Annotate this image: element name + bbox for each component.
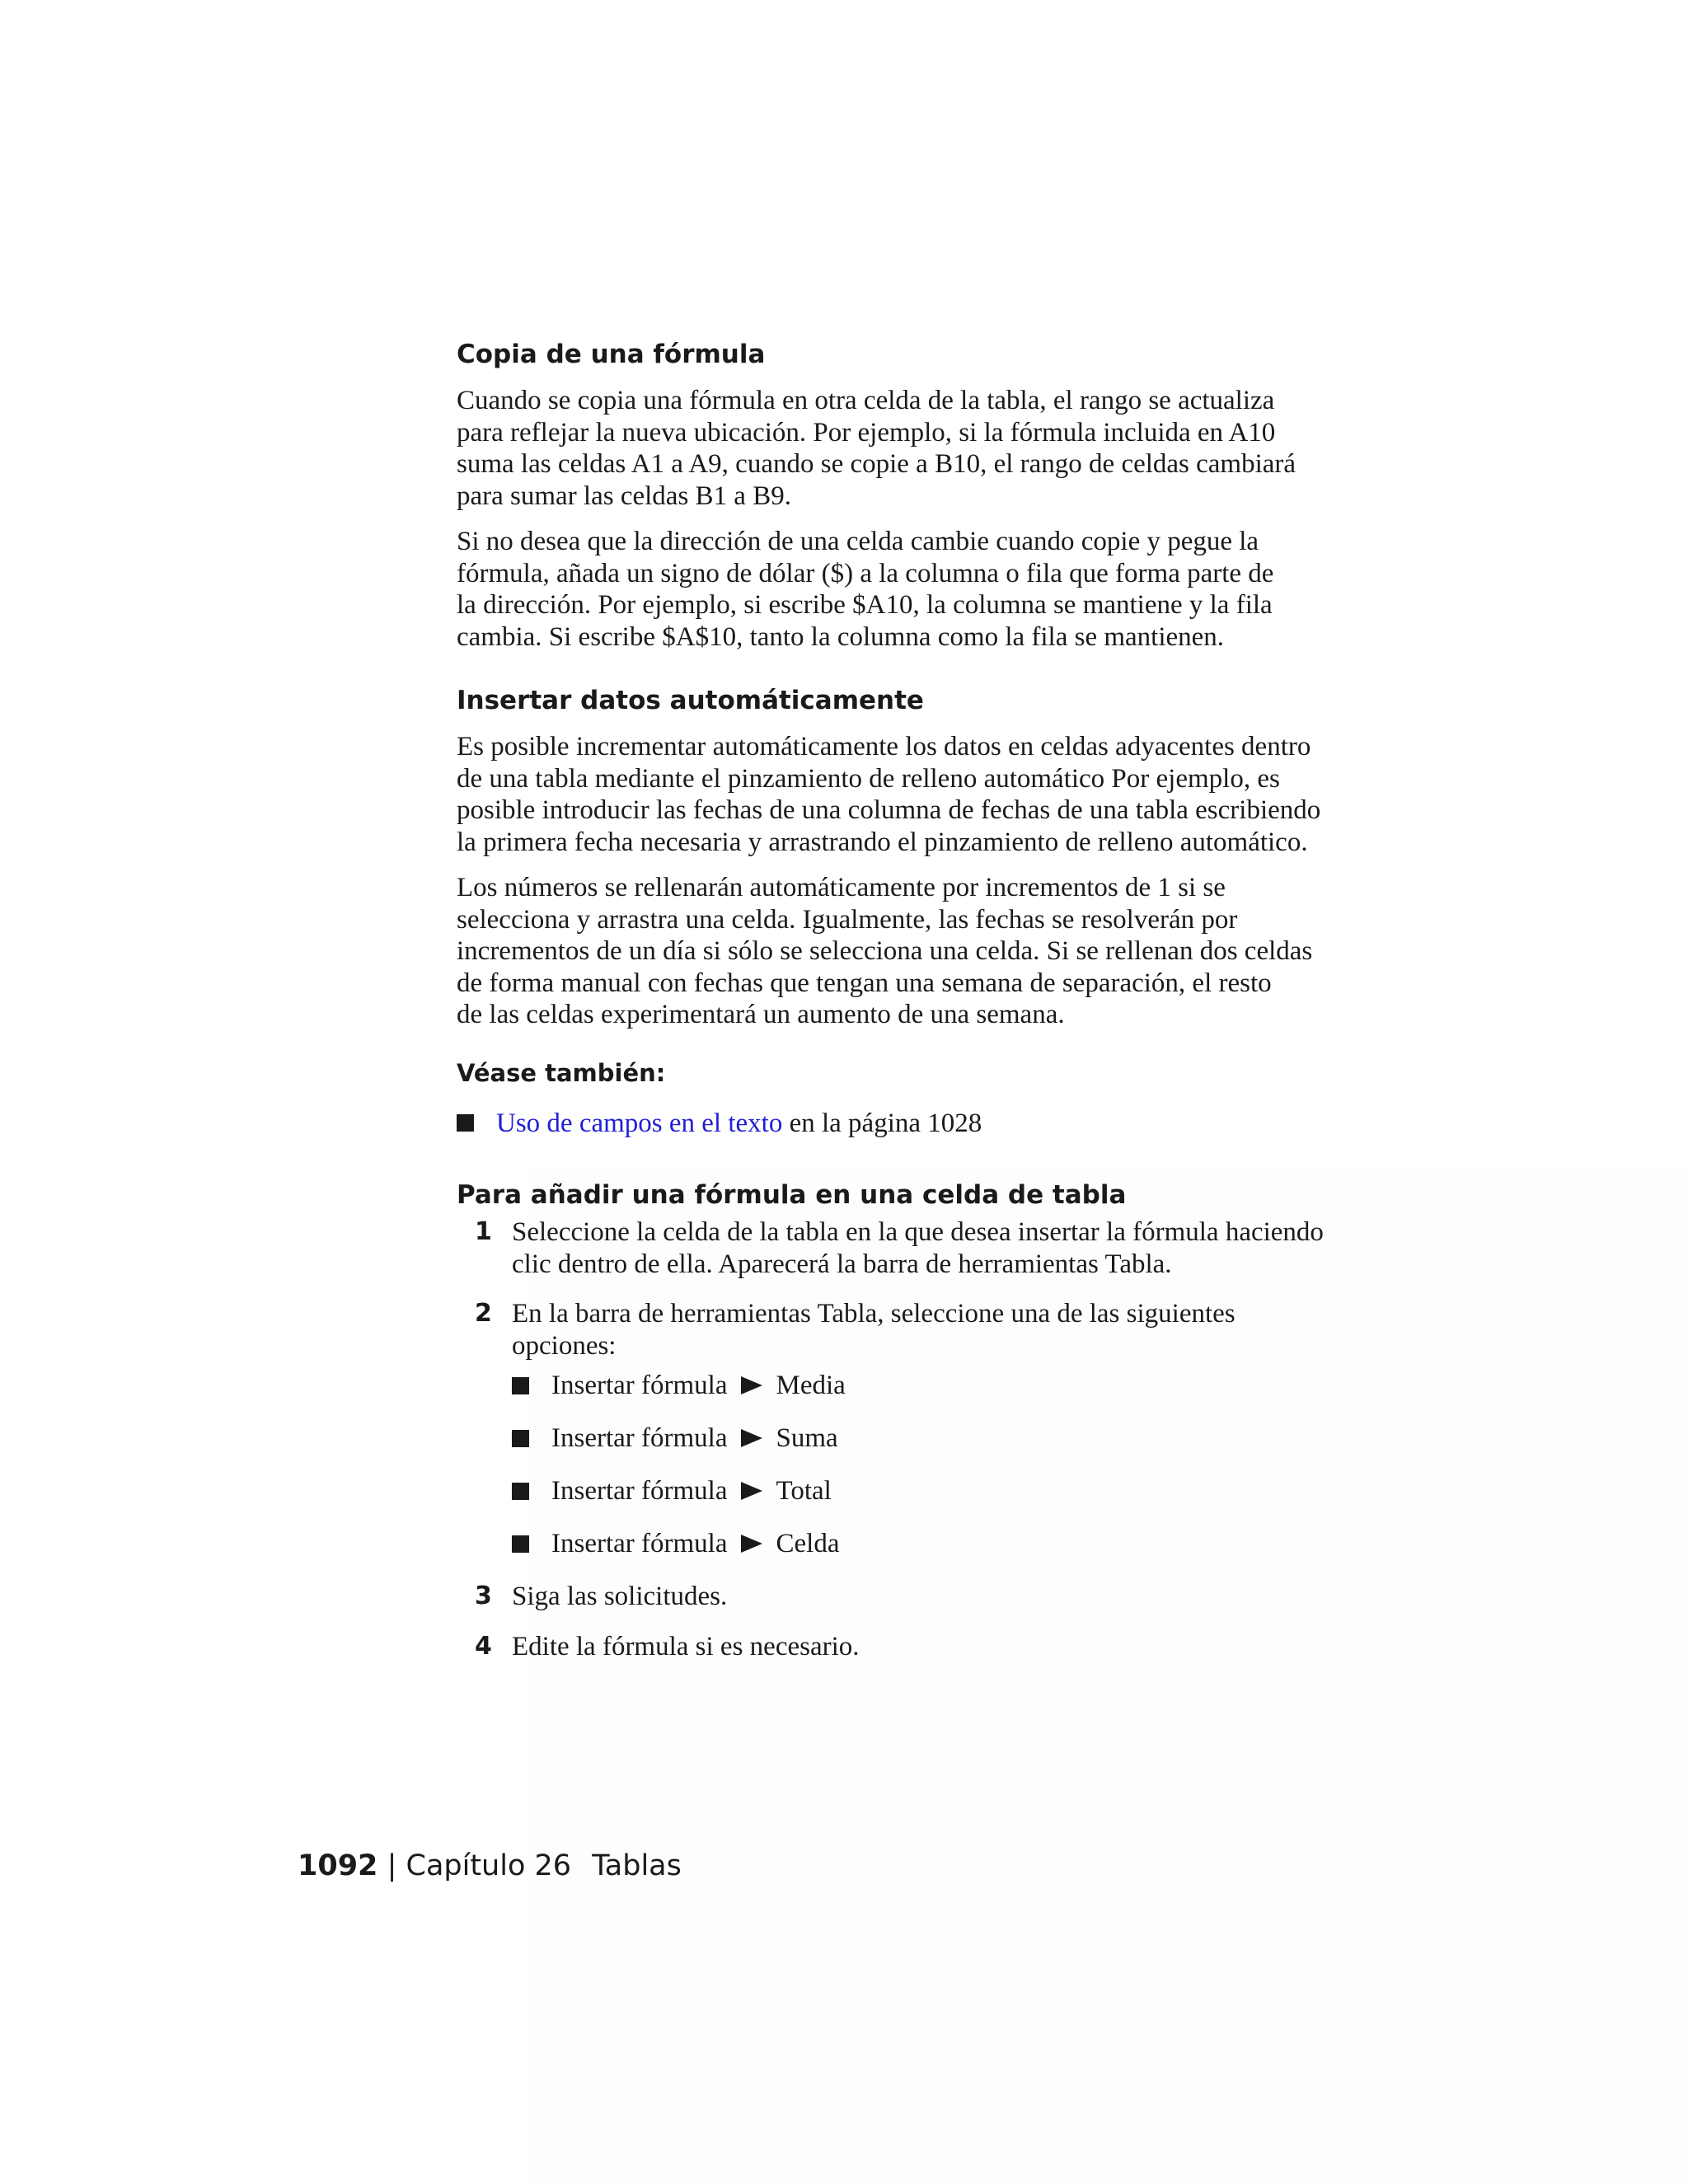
text-line: para reflejar la nueva ubicación. Por ejemplo, si la fórmula incluida en A10 (457, 417, 1276, 448)
arrow-right-icon (741, 1482, 762, 1500)
arrow-right-icon (741, 1376, 762, 1394)
arrow-right-icon (741, 1535, 762, 1553)
option-menu: Insertar fórmula (551, 1528, 728, 1558)
text-line: En la barra de herramientas Tabla, seleccione una de las siguientes (512, 1299, 1236, 1329)
page-footer (298, 1848, 682, 1884)
text-line: de una tabla mediante el pinzamiento de relleno automático Por ejemplo, es (457, 763, 1280, 794)
paragraph-insertar-1 (457, 731, 1355, 858)
text-line: suma las celdas A1 a A9, cuando se copie a B10, el rango de celdas cambiará (457, 449, 1296, 479)
option-item (512, 1370, 1355, 1401)
text-line: de las celdas experimentará un aumento de una semana. (457, 1000, 1065, 1029)
step-text (512, 1298, 1355, 1361)
step-3 (457, 1581, 1355, 1613)
step-text: Siga las solicitudes. (512, 1582, 728, 1611)
step-text (512, 1216, 1355, 1280)
text-line: fórmula, añada un signo de dólar ($) a la columna o fila que forma parte de (457, 558, 1274, 588)
see-also-link[interactable]: Uso de campos en el texto (496, 1108, 783, 1138)
chapter-title: Tablas (592, 1849, 682, 1882)
options-list (512, 1370, 1355, 1559)
option-menu: Insertar fórmula (551, 1370, 728, 1400)
option-menu: Insertar fórmula (551, 1422, 728, 1453)
paragraph-insertar-2 (457, 872, 1355, 1031)
bullet-square-icon (512, 1535, 529, 1553)
step-body (512, 1298, 1355, 1559)
text-line: clic dentro de ella. Aparecerá la barra de herramientas Tabla. (512, 1249, 1172, 1279)
step-4 (457, 1631, 1355, 1663)
footer-separator: | (387, 1849, 397, 1882)
procedure-steps (457, 1216, 1355, 1662)
text-line: Es posible incrementar automáticamente los datos en celdas adyacentes dentro (457, 732, 1311, 762)
text-line: Si no desea que la dirección de una celda cambie cuando copie y pegue la (457, 527, 1259, 556)
bullet-square-icon (512, 1430, 529, 1447)
step-number: 3 (475, 1582, 492, 1610)
text-line: selecciona y arrastra una celda. Igualmente, las fechas se resolverán por (457, 904, 1238, 935)
text-line: incrementos de un día si sólo se selecciona una celda. Si se rellenan dos celdas (457, 936, 1313, 966)
text-line: Seleccione la celda de la tabla en la que desea insertar la fórmula haciendo (512, 1217, 1324, 1247)
heading-procedure: Para añadir una fórmula en una celda de tabla (457, 1180, 1127, 1210)
text-line: la dirección. Por ejemplo, si escribe $A10, la columna se mantiene y la fila (457, 590, 1273, 620)
option-menu: Insertar fórmula (551, 1475, 728, 1506)
text-line: Los números se rellenarán automáticamente por incrementos de 1 si se (457, 873, 1226, 902)
option-item (512, 1475, 1355, 1507)
see-also-page-ref: en la página 1028 (789, 1108, 982, 1138)
step-text: Edite la fórmula si es necesario. (512, 1631, 860, 1661)
text-line: de forma manual con fechas que tengan una semana de separación, el resto (457, 968, 1272, 998)
text-line: posible introducir las fechas de una columna de fechas de una tabla escribiendo (457, 795, 1321, 825)
text-line: la primera fecha necesaria y arrastrando el pinzamiento de relleno automático. (457, 827, 1308, 857)
heading-insertar-datos: Insertar datos automáticamente (457, 686, 924, 715)
bullet-square-icon (457, 1114, 474, 1132)
option-item-label: Suma (776, 1422, 838, 1453)
option-item-label: Celda (776, 1528, 840, 1558)
step-2 (457, 1298, 1355, 1559)
see-also-title: Véase también: (457, 1058, 666, 1087)
step-number: 4 (475, 1631, 492, 1661)
option-item-label: Total (776, 1475, 832, 1506)
arrow-right-icon (741, 1429, 762, 1447)
option-item (512, 1528, 1355, 1559)
page-content (457, 338, 1355, 1662)
step-number: 2 (475, 1299, 492, 1328)
text-line: opciones: (512, 1330, 617, 1361)
option-item (512, 1422, 1355, 1454)
bullet-square-icon (512, 1377, 529, 1394)
step-1 (457, 1216, 1355, 1280)
paragraph-copia-2 (457, 526, 1355, 653)
option-item-label: Media (776, 1370, 846, 1400)
step-number: 1 (475, 1217, 492, 1246)
heading-copia-formula: Copia de una fórmula (457, 340, 766, 369)
paragraph-copia-1 (457, 385, 1355, 512)
text-line: cambia. Si escribe $A$10, tanto la columna como la fila se mantienen. (457, 621, 1225, 652)
see-also-item (457, 1108, 1355, 1140)
page-number: 1092 (298, 1849, 378, 1882)
text-line: para sumar las celdas B1 a B9. (457, 480, 791, 511)
chapter-label: Capítulo 26 (406, 1849, 572, 1882)
bullet-square-icon (512, 1483, 529, 1500)
text-line: Cuando se copia una fórmula en otra celda de la tabla, el rango se actualiza (457, 386, 1275, 415)
